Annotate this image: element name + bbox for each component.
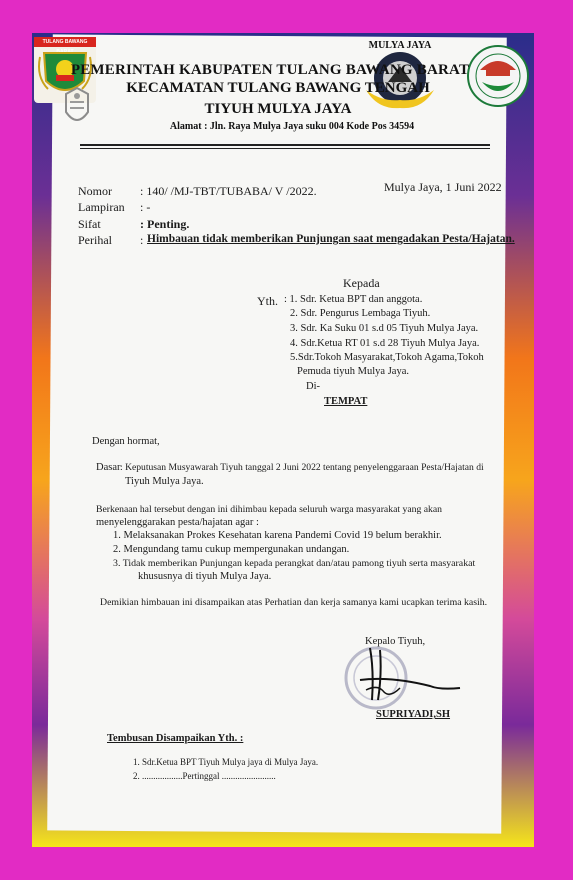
kepada-label: Kepada [343,276,380,290]
di-label: Di- [306,381,320,392]
signatory-name: SUPRIYADI,SH [376,709,451,720]
dasar-label: Dasar [96,462,121,473]
sifat-value: : Penting. [140,217,190,231]
tempat-label: TEMPAT [324,396,368,407]
letterhead-address: Alamat : Jln. Raya Mulya Jaya suku 004 Kode Pos 34594 [169,121,415,132]
signature-title: Kepalo Tiyuh, [365,636,426,647]
letterhead-line-3: TIYUH MULYA JAYA [204,101,352,117]
letterhead-line-2: KECAMATAN TULANG BAWANG TENGAH [126,80,430,96]
perihal-label: Perihal [78,233,112,247]
point-1: 1. Melaksanakan Prokes Kesehatan karena Pandemi Covid 19 belum berakhir. [113,530,442,541]
tembusan-label: Tembusan Disampaikan Yth. : [107,733,244,744]
mulya-jaya-logo-text: MULYA JAYA [368,40,432,51]
letterhead-line-1: PEMERINTAH KABUPATEN TULANG BAWANG BARAT [70,62,470,78]
letterhead-rule-thick [80,144,490,146]
intro-line-1: Berkenaan hal tersebut dengan ini dihimbau kepada seluruh warga masyarakat yang akan [96,504,443,515]
lampiran-value: : - [140,200,151,214]
letterhead-rule-thin [80,148,490,149]
greeting: Dengan hormat, [92,436,160,447]
point-3: 3. Tidak memberikan Punjungan kepada perangkat dan/atau pamong tiyuh serta masyarakat [113,558,476,569]
closing-sentence: Demikian himbauan ini disampaikan atas Perhatian dan kerja samanya kami ucapkan terima kasih. [100,597,488,608]
dasar-line-1: : Keputusan Musyawarah Tiyuh tanggal 2 Juni 2022 tentang penyelenggaraan Pesta/Hajatan di [120,462,484,473]
tembusan-item-1: 1. Sdr.Ketua BPT Tiyuh Mulya jaya di Mulya Jaya. [133,757,319,767]
recipient-item-4: 4. Sdr.Ketua RT 01 s.d 28 Tiyuh Mulya Jaya. [290,338,480,349]
yth-label: Yth. [257,294,278,308]
recipient-item-3: 3. Sdr. Ka Suku 01 s.d 05 Tiyuh Mulya Jaya. [290,323,479,334]
regency-logo-band: TULANG BAWANG [34,37,96,47]
stamp-signature [330,640,470,710]
perihal-colon: : [140,233,144,247]
lampiran-label: Lampiran [78,200,125,214]
recipient-item-5: 5.Sdr.Tokoh Masyarakat,Tokoh Agama,Tokoh [290,352,484,363]
recipient-item-6: Pemuda tiyuh Mulya Jaya. [297,366,409,377]
tembusan-item-2: 2. ..................Pertinggal ........................ [133,771,276,781]
recipient-item-1: : 1. Sdr. Ketua BPT dan anggota. [284,294,423,305]
nomor-label: Nomor [78,184,112,198]
sifat-label: Sifat [78,217,101,231]
perihal-value: Himbauan tidak memberikan Punjungan saat mengadakan Pesta/Hajatan. [147,233,515,245]
point-2: 2. Mengundang tamu cukup mempergunakan undangan. [113,544,350,555]
recipient-item-2: 2. Sdr. Pengurus Lembaga Tiyuh. [290,308,431,319]
point-3-cont: khususnya di tiyuh Mulya Jaya. [138,571,272,582]
dasar-line-2: Tiyuh Mulya Jaya. [125,476,204,487]
intro-line-2: menyelenggarakan pesta/hajatan agar : [96,517,259,528]
letter-date: Mulya Jaya, 1 Juni 2022 [384,180,502,194]
nomor-value: : 140/ /MJ-TBT/TUBABA/ V /2022. [140,184,317,198]
